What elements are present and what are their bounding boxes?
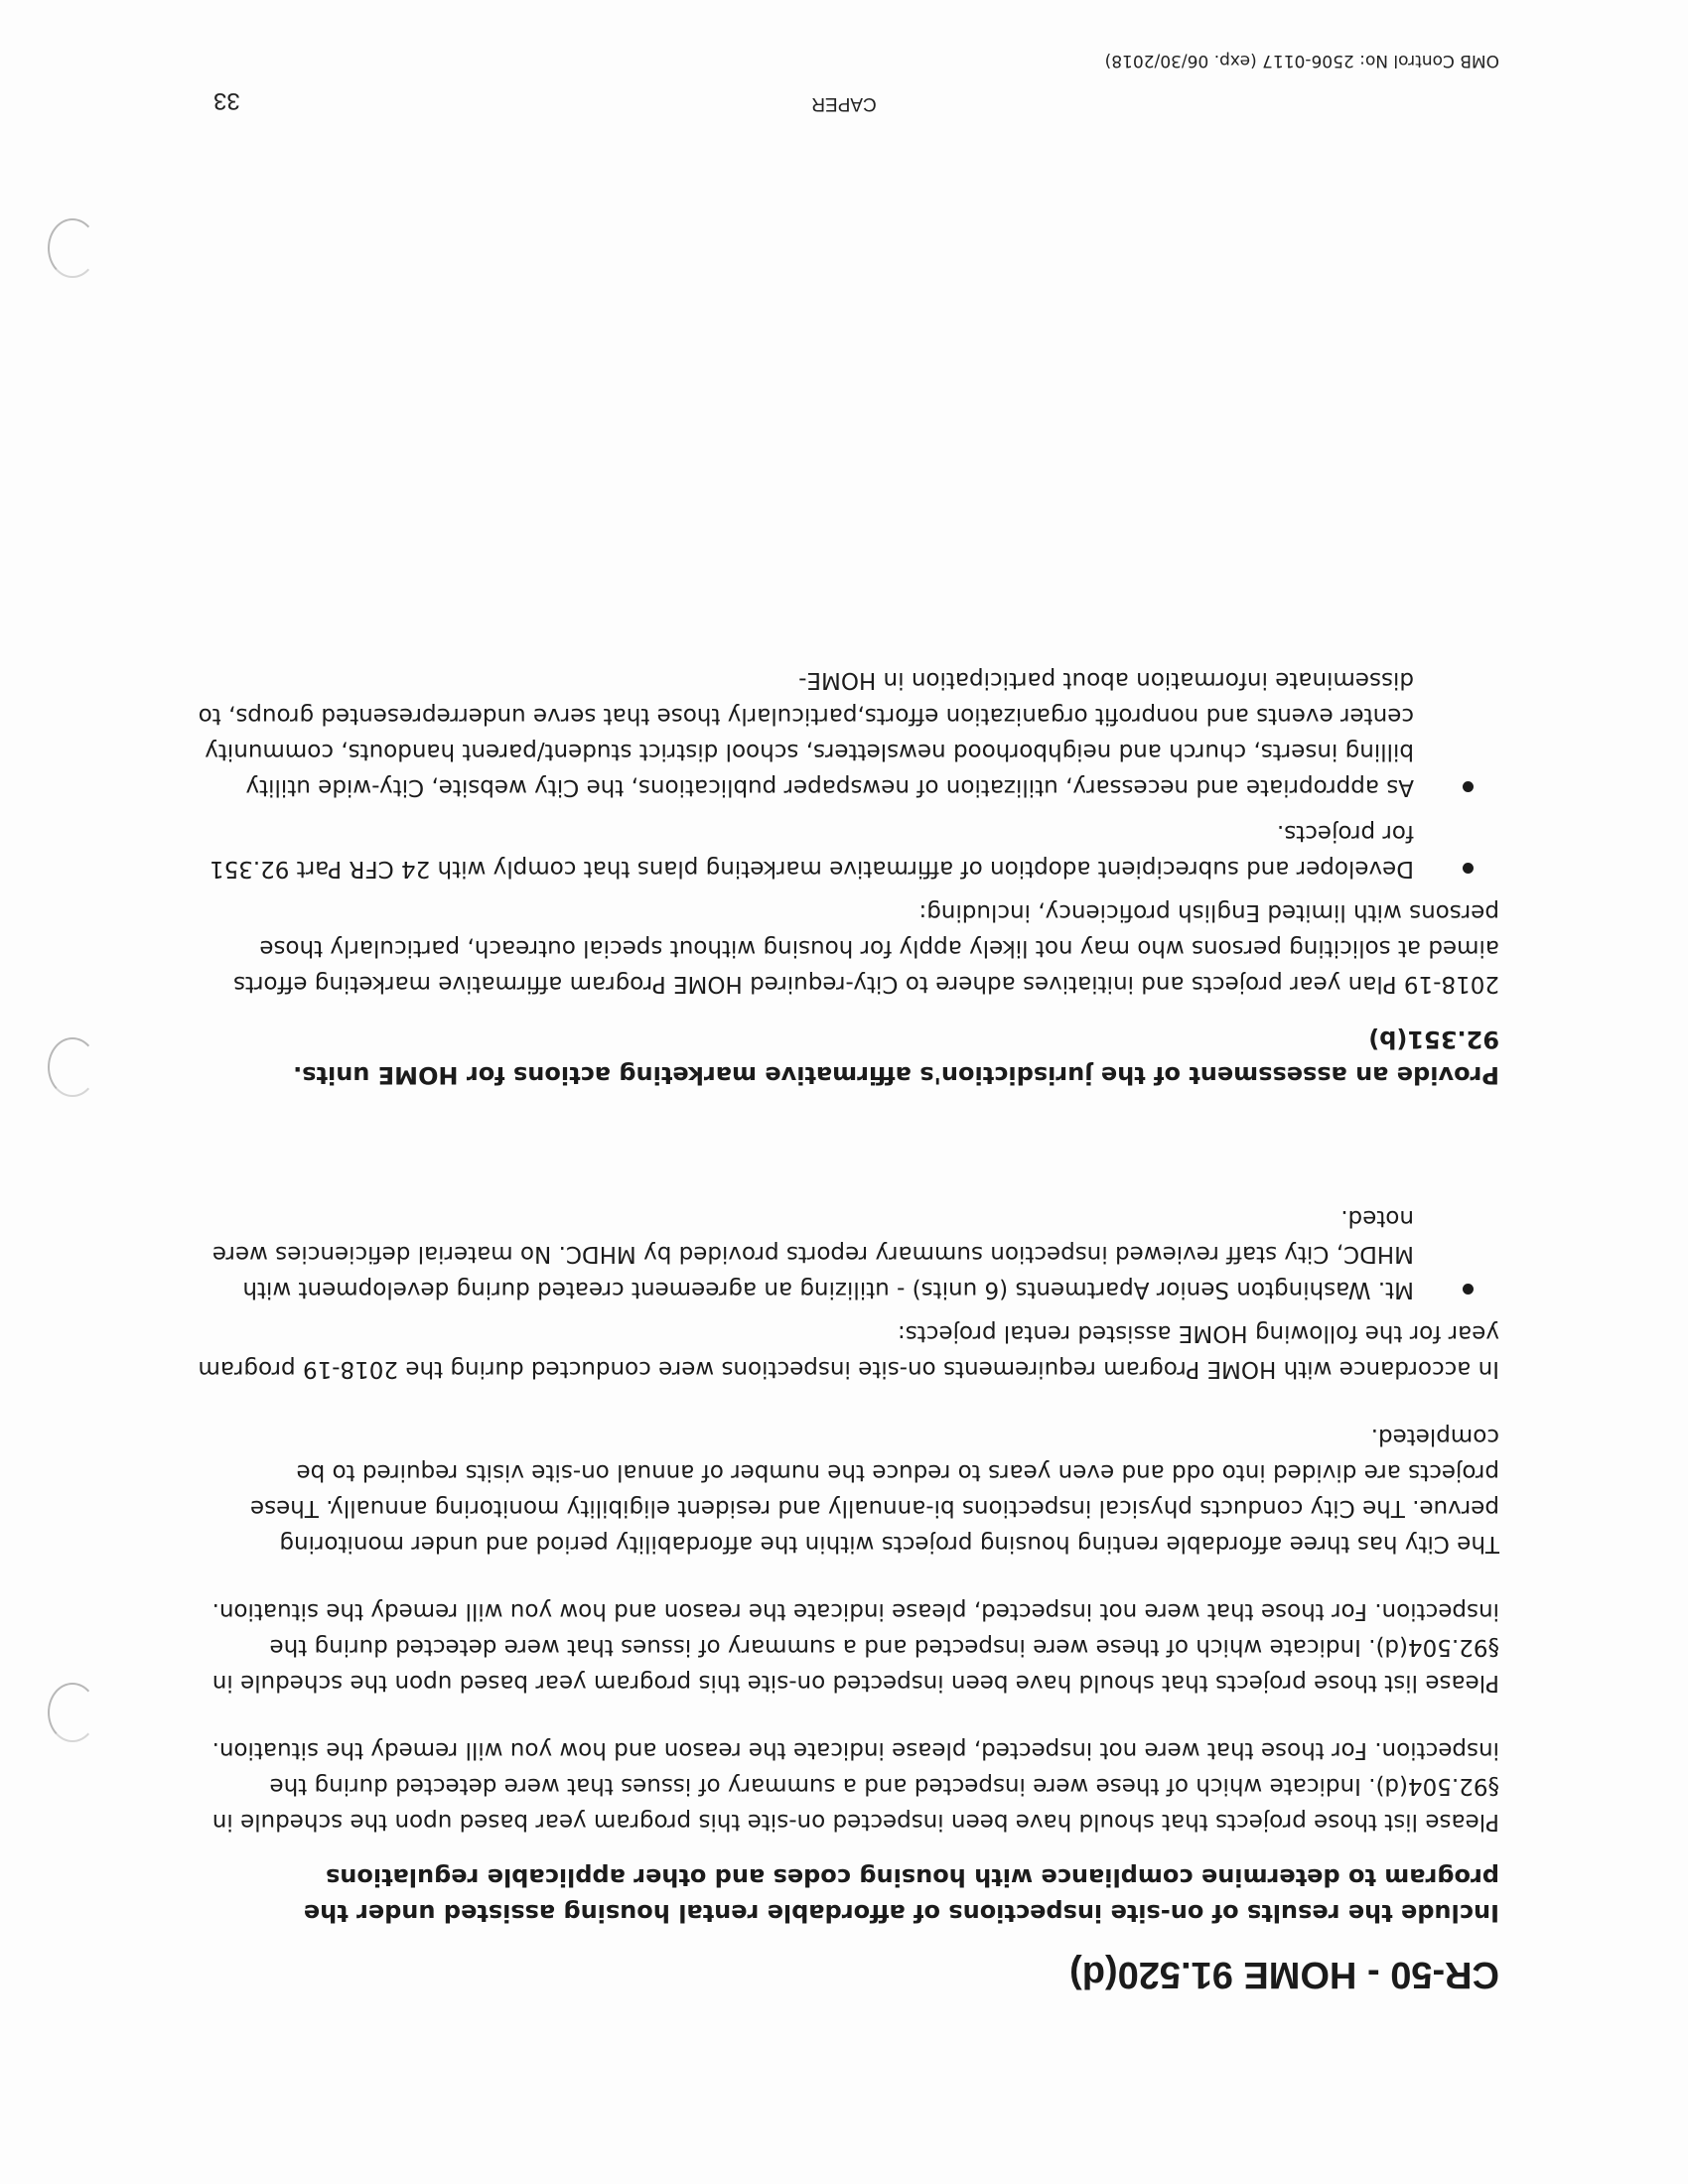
page-footer (189, 51, 1499, 114)
inspected-projects-list (189, 1200, 1499, 1307)
bullet-icon (1463, 1284, 1474, 1295)
list-item (189, 662, 1499, 805)
instruction-paragraph-repeat: Please list those projects that should have been inspected on-site this program year based upon the schedule in §92.504(d). Indicate which of these were inspected and a summary of issues that were detected during the inspection. For those that were not inspected, please indicate the reason and how you will remedy the situation. (211, 1598, 1499, 1696)
instruction-paragraph: Please list those projects that should have been inspected on-site this program year based upon the schedule in §92.504(d). Indicate which of these were inspected and a summary of issues that were detected during the inspection. For those that were not inspected, please indicate the reason and how you will remedy the situation. (211, 1737, 1499, 1835)
response-paragraph: The City has three affordable renting housing projects within the affordability period and under monitoring pervue. The City conducts physical inspections bi-annually and resident eligibility monitoring annually. These projects are divided into odd and even years to reduce the number of annual on-site visits required to be completed. (249, 1424, 1499, 1557)
affirmative-marketing-list (189, 662, 1499, 887)
list-item-text: Developer and subrecipient adoption of affirmative marketing plans that comply with 24 CFR Part 92.351 for projects. (209, 820, 1414, 882)
page-number: 33 (213, 87, 240, 114)
list-item (189, 1200, 1499, 1307)
bullet-icon (1463, 863, 1474, 874)
response-paragraph: In accordance with HOME Program requirements on-site inspections were conducted during the 2018-19 program year for the following HOME assisted rental projects: (198, 1320, 1499, 1382)
list-item-text: Mt. Washington Senior Apartments (6 units) - utilizing an agreement created during development with MHDC, City staff reviewed inspection summary reports provided by MHDC. No material deficiencies were noted. (211, 1205, 1414, 1302)
page-content (189, 632, 1499, 1995)
footer-label: CAPER (811, 93, 877, 114)
response-paragraph: 2018-19 Plan year projects and initiatives adhere to City-required HOME Program affirmative marketing efforts aimed at soliciting persons who may not likely apply for housing without special outreach, particularly those persons with limited English proficiency, including: (232, 899, 1499, 997)
list-item-text: As appropriate and necessary, utilization of newspaper publications, the City website, City-wide utility billing inserts, church and neighborhood newsletters, school district student/parent handouts, community center events and nonprofit organization efforts,particularly those that serve underrepresented groups, to disseminate information about participation in HOME- (198, 667, 1414, 800)
section-question: Provide an assessment of the jurisdiction's affirmative marketing actions for HOME units. 92.351(b) (293, 1025, 1499, 1089)
page-title: CR-50 - HOME 91.520(d) (1069, 1954, 1499, 1995)
section-question: Include the results of on-site inspections of affordable rental housing assisted under the program to determine compliance with housing codes and other applicable regulations (303, 1863, 1499, 1927)
punch-hole-mark (48, 1683, 97, 1742)
punch-hole-mark (48, 1037, 97, 1097)
bullet-icon (1463, 781, 1474, 792)
omb-control-number: OMB Control No: 2506-0117 (exp. 06/30/2018) (1104, 51, 1499, 70)
punch-hole-mark (48, 218, 97, 278)
list-item (189, 815, 1499, 887)
